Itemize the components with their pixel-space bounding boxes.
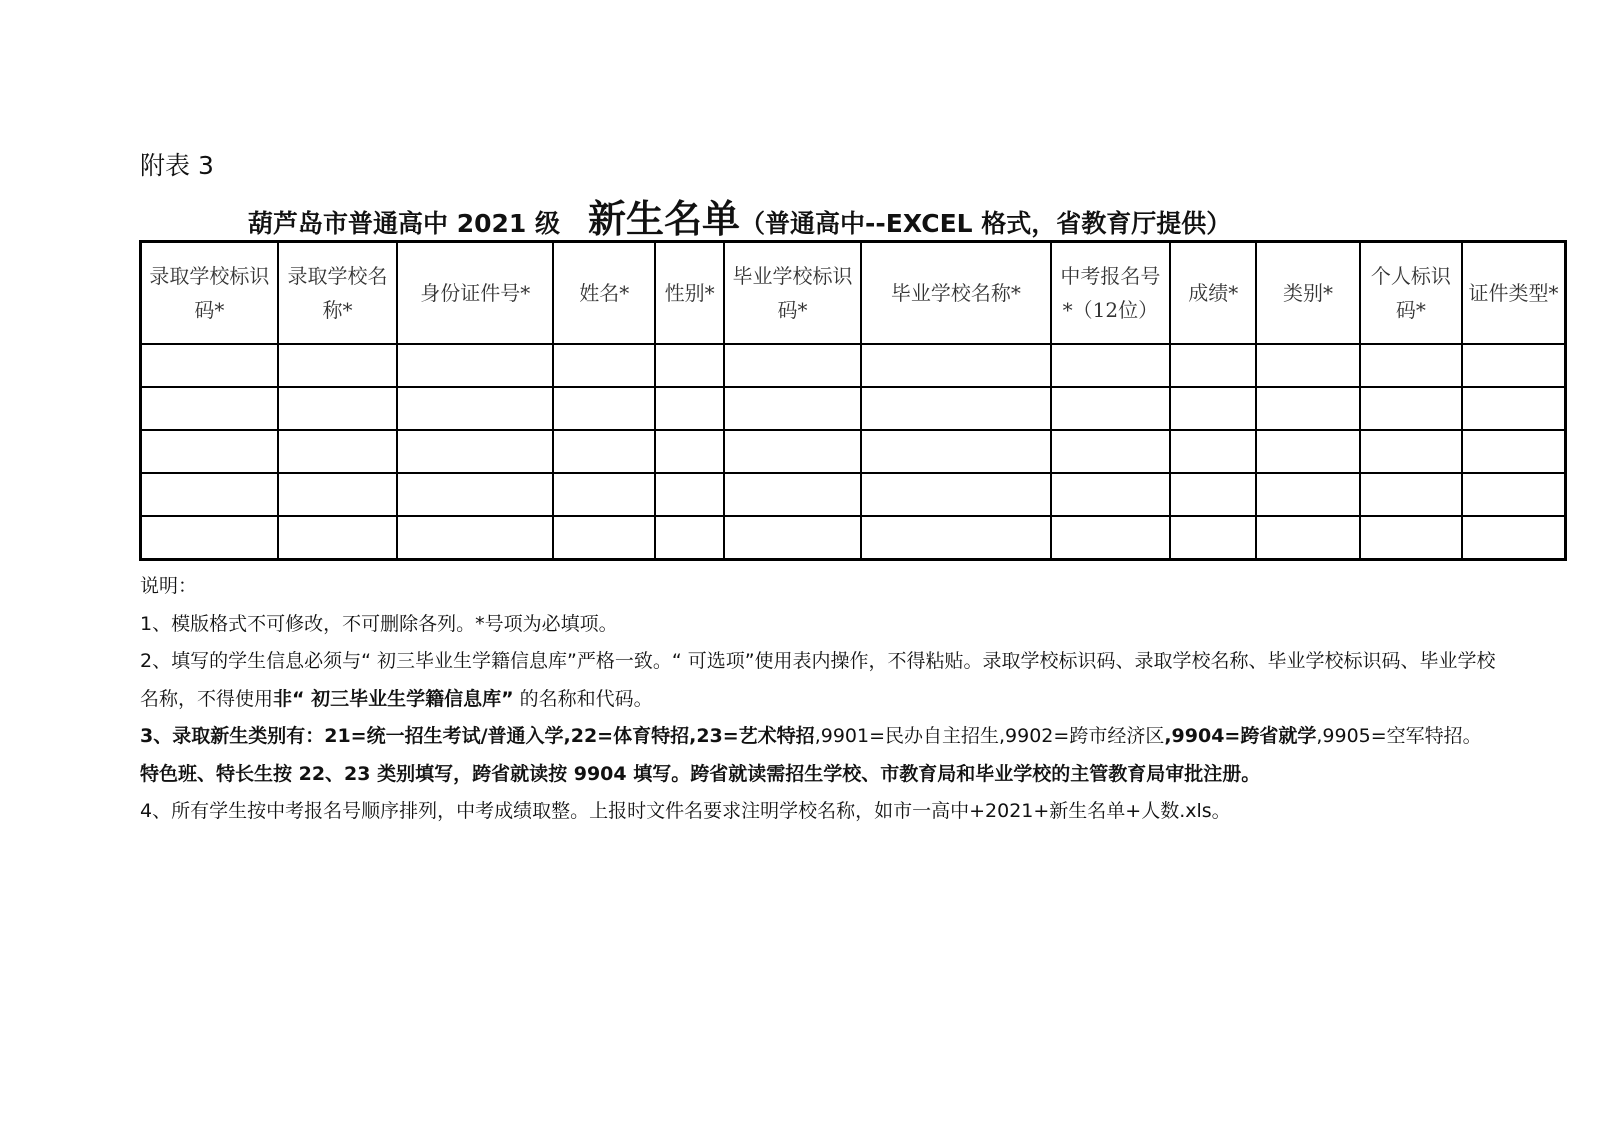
header-cell: 证件类型* — [1462, 242, 1565, 345]
table-cell — [1170, 473, 1256, 516]
table-cell — [553, 344, 655, 387]
note-2-text: 2、填写的学生信息必须与“ 初三毕业生学籍信息库”严格一致。“ 可选项”使用表内操作，不得粘贴。录取学校标识码、录取学校名称、毕业学校标识码、毕业学校名称，不得使用 — [140, 650, 1496, 710]
table-cell — [278, 387, 398, 430]
note-item-3 — [140, 718, 1500, 793]
table-cell — [1360, 387, 1462, 430]
table-row — [141, 387, 1566, 430]
table-cell — [141, 387, 278, 430]
header-cell: 中考报名号*（12位） — [1051, 242, 1171, 345]
header-cell: 毕业学校名称* — [861, 242, 1050, 345]
table-cell — [861, 430, 1050, 473]
table-cell — [1170, 344, 1256, 387]
header-cell: 类别* — [1256, 242, 1359, 345]
table-cell — [397, 430, 553, 473]
table-cell — [1462, 387, 1565, 430]
table-row — [141, 473, 1566, 516]
table-cell — [1051, 516, 1171, 560]
table-cell — [655, 344, 724, 387]
table-cell — [1051, 344, 1171, 387]
notes-heading: 说明： — [140, 575, 198, 597]
notes-section — [140, 568, 1500, 831]
table-cell — [1462, 473, 1565, 516]
table-cell — [724, 344, 861, 387]
table-cell — [655, 473, 724, 516]
table-cell — [655, 387, 724, 430]
table-row — [141, 516, 1566, 560]
table-cell — [1462, 430, 1565, 473]
note-2-emphasis: 非“ 初三毕业生学籍信息库” — [273, 687, 514, 710]
page-title — [248, 188, 1231, 243]
table-cell — [1256, 516, 1359, 560]
table-cell — [278, 516, 398, 560]
note-item-1: 1、模版格式不可修改，不可删除各列。*号项为必填项。 — [140, 612, 618, 635]
table-cell — [1170, 387, 1256, 430]
table-row — [141, 430, 1566, 473]
table-cell — [724, 473, 861, 516]
table-cell — [1360, 344, 1462, 387]
note-2-tail: 的名称和代码。 — [513, 687, 653, 710]
title-subtitle: （普通高中--EXCEL 格式，省教育厅提供） — [740, 209, 1232, 238]
table-cell — [1051, 473, 1171, 516]
note-item-2 — [140, 643, 1500, 718]
student-roster-table — [139, 240, 1567, 561]
table-row — [141, 344, 1566, 387]
table-cell — [724, 387, 861, 430]
header-cell: 身份证件号* — [397, 242, 553, 345]
table-cell — [1256, 344, 1359, 387]
note-3-airforce: ,9905=空军特招。 — [1316, 725, 1482, 747]
table-cell — [397, 344, 553, 387]
table-cell — [141, 344, 278, 387]
table-cell — [1462, 516, 1565, 560]
note-item-4: 4、所有学生按中考报名号顺序排列，中考成绩取整。上报时文件名要求注明学校名称，如市一高中+2021+新生名单+人数.xls。 — [140, 800, 1231, 822]
note-3-rules: 特色班、特长生按 22、23 类别填写，跨省就读按 9904 填写。跨省就读需招生学校、市教育局和毕业学校的主管教育局审批注册。 — [140, 762, 1261, 785]
table-cell — [724, 516, 861, 560]
table-cell — [278, 473, 398, 516]
table-cell — [553, 473, 655, 516]
table-cell — [724, 430, 861, 473]
table-cell — [655, 516, 724, 560]
note-3-categories: 3、录取新生类别有：21=统一招生考试/普通入学,22=体育特招,23=艺术特招 — [140, 725, 815, 747]
table-cell — [1256, 473, 1359, 516]
title-emphasis: 新生名单 — [588, 197, 741, 241]
note-3-cross-province: ,9904=跨省就学 — [1164, 725, 1317, 747]
table-cell — [861, 387, 1050, 430]
note-3-private: ,9901=民办自主招生,9902=跨市经济区 — [814, 725, 1165, 747]
table-cell — [397, 387, 553, 430]
table-cell — [553, 516, 655, 560]
header-row — [141, 242, 1566, 345]
table-cell — [278, 430, 398, 473]
table-cell — [141, 430, 278, 473]
header-cell: 录取学校标识码* — [141, 242, 278, 345]
table-cell — [1051, 387, 1171, 430]
header-cell: 个人标识码* — [1360, 242, 1462, 345]
appendix-label: 附表 3 — [140, 151, 214, 180]
table-cell — [861, 473, 1050, 516]
table-cell — [861, 344, 1050, 387]
table-cell — [1462, 344, 1565, 387]
table-cell — [1360, 430, 1462, 473]
header-cell: 录取学校名称* — [278, 242, 398, 345]
header-cell: 毕业学校标识码* — [724, 242, 861, 345]
table-cell — [1170, 430, 1256, 473]
table-cell — [278, 344, 398, 387]
table-cell — [1256, 430, 1359, 473]
header-cell: 性别* — [655, 242, 724, 345]
table-cell — [1170, 516, 1256, 560]
table-cell — [861, 516, 1050, 560]
title-main: 葫芦岛市普通高中 2021 级 — [248, 209, 560, 238]
table-cell — [141, 473, 278, 516]
header-cell: 成绩* — [1170, 242, 1256, 345]
table-cell — [1051, 430, 1171, 473]
table-cell — [553, 387, 655, 430]
header-cell: 姓名* — [553, 242, 655, 345]
table-cell — [397, 516, 553, 560]
table-cell — [553, 430, 655, 473]
table-cell — [655, 430, 724, 473]
table-cell — [1256, 387, 1359, 430]
table-cell — [1360, 516, 1462, 560]
table-cell — [141, 516, 278, 560]
table-cell — [1360, 473, 1462, 516]
table-cell — [397, 473, 553, 516]
